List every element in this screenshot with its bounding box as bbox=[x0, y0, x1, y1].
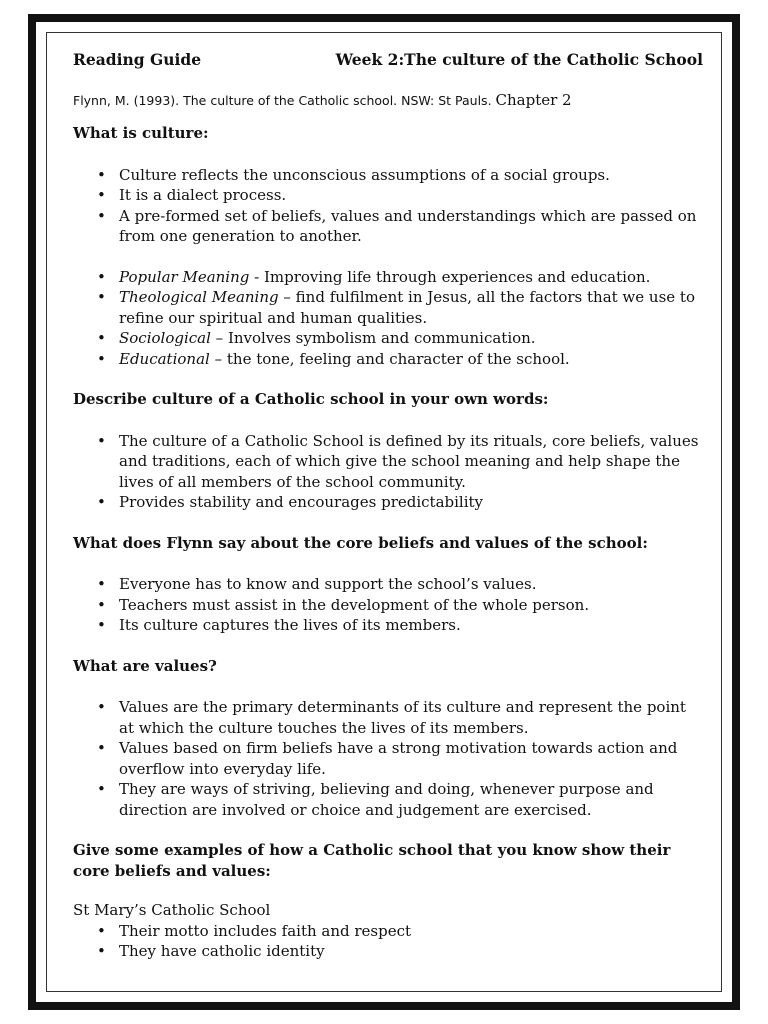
meaning-separator: - bbox=[249, 267, 264, 286]
question-what-are-values: What are values? bbox=[73, 656, 217, 675]
school-name: St Mary’s Catholic School bbox=[73, 901, 271, 919]
examples-bullet-list bbox=[73, 921, 703, 962]
meaning-text: Involves symbolism and communication. bbox=[227, 329, 536, 347]
list-item: • Teachers must assist in the development of the whole person. bbox=[119, 595, 703, 616]
list-item bbox=[119, 349, 703, 370]
culture-bullet-list bbox=[73, 165, 703, 247]
list-item: • They are ways of striving, believing and doing, whenever purpose and direction are involved or choice and judgement are exercised. bbox=[119, 779, 703, 820]
list-item: • Values are the primary determinants of its culture and represent the point at which the culture touches the lives of its members. bbox=[119, 697, 703, 738]
question-describe-culture: Describe culture of a Catholic school in your own words: bbox=[73, 390, 549, 408]
list-item: • Culture reflects the unconscious assumptions of a social groups. bbox=[119, 165, 703, 186]
question-what-is-culture: What is culture: bbox=[73, 124, 209, 142]
citation-text: Flynn, M. (1993). The culture of the Catholic school. NSW: St Pauls. bbox=[73, 92, 492, 108]
meaning-text: find fulfilment in Jesus, all the factors that we use to refine our spiritual and human qualities. bbox=[119, 288, 695, 327]
meaning-term: Educational bbox=[119, 349, 210, 368]
list-item bbox=[119, 287, 703, 328]
document-body bbox=[73, 50, 703, 962]
meaning-separator: – bbox=[210, 329, 228, 347]
meaning-text: the tone, feeling and character of the school. bbox=[226, 349, 570, 368]
describe-bullet-list bbox=[73, 431, 703, 513]
list-item: • It is a dialect process. bbox=[119, 185, 703, 206]
meaning-text: Improving life through experiences and education. bbox=[263, 267, 651, 286]
question-examples: Give some examples of how a Catholic school that you know show their core beliefs and values: bbox=[73, 841, 671, 880]
header-week: Week 2:The culture of the Catholic School bbox=[335, 50, 703, 69]
meaning-separator: – bbox=[278, 288, 296, 306]
citation bbox=[73, 90, 703, 112]
document-header bbox=[73, 50, 703, 71]
culture-meanings-list bbox=[73, 267, 703, 370]
header-title: Reading Guide bbox=[73, 50, 202, 69]
question-core-beliefs: What does Flynn say about the core beliefs and values of the school: bbox=[73, 533, 648, 552]
list-item: • Their motto includes faith and respect bbox=[119, 921, 703, 942]
meaning-separator: – bbox=[209, 349, 227, 368]
list-item bbox=[119, 328, 703, 349]
meaning-term: Theological Meaning bbox=[119, 288, 279, 306]
core-beliefs-bullet-list bbox=[73, 574, 703, 636]
meaning-term: Sociological bbox=[119, 329, 211, 347]
list-item bbox=[119, 267, 703, 288]
meaning-term: Popular Meaning bbox=[119, 267, 250, 286]
list-item: • Everyone has to know and support the school’s values. bbox=[119, 574, 703, 595]
values-bullet-list bbox=[73, 697, 703, 820]
list-item: • A pre-formed set of beliefs, values and understandings which are passed on from one generation to another. bbox=[119, 206, 703, 247]
list-item: • Provides stability and encourages predictability bbox=[119, 492, 703, 513]
list-item: • The culture of a Catholic School is defined by its rituals, core beliefs, values and traditions, each of which give the school meaning and help shape the lives of all members of the school community. bbox=[119, 431, 703, 493]
list-item: • They have catholic identity bbox=[119, 941, 703, 962]
list-item: • Values based on firm beliefs have a strong motivation towards action and overflow into everyday life. bbox=[119, 738, 703, 779]
citation-chapter: Chapter 2 bbox=[495, 90, 572, 109]
list-item: • Its culture captures the lives of its members. bbox=[119, 615, 703, 636]
